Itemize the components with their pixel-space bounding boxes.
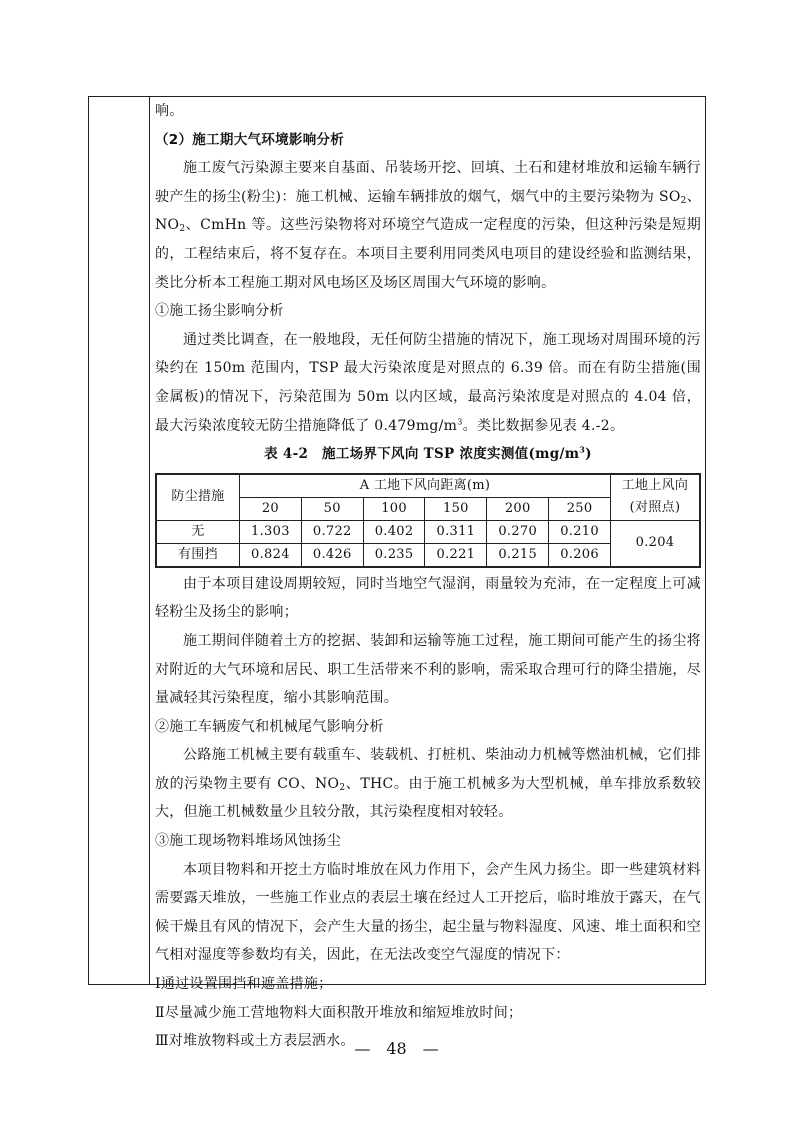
- value-cell: 0.235: [363, 543, 425, 567]
- subheading: ③施工现场物料堆场风蚀扬尘: [155, 833, 341, 850]
- value-cell: 0.426: [301, 543, 363, 567]
- value-cell: 0.210: [549, 520, 611, 543]
- text: 、THC。由于施工机械多为大型机械，单车排放系数较大，但施工机械数量少且较分散，其污染程度相对较轻。: [155, 775, 701, 821]
- text: 工地上风向: [621, 478, 689, 494]
- subscript: 2: [680, 195, 687, 206]
- header-upwind: [611, 474, 701, 521]
- distance-cell: 250: [549, 497, 611, 520]
- text: 、NO: [155, 188, 701, 234]
- control-value: 0.204: [611, 520, 701, 567]
- superscript: 3: [457, 416, 463, 426]
- header-measure: 防尘措施: [156, 474, 240, 521]
- value-cell: 0.402: [363, 520, 425, 543]
- distance-cell: 150: [425, 497, 487, 520]
- text-continuation: 响。: [155, 103, 184, 119]
- subscript: 2: [179, 224, 186, 235]
- table-caption: [155, 440, 701, 469]
- distance-cell: 100: [363, 497, 425, 520]
- text: 施工废气污染源主要来自基面、吊装场开挖、回填、土石和建材堆放和运输车辆行驶产生的扬尘(粉尘)：施工机械、运输车辆排放的烟气，烟气中的主要污染物为 SO: [155, 160, 701, 205]
- value-cell: 0.824: [240, 543, 302, 567]
- paragraph: 施工期间伴随着土方的挖据、装卸和运输等施工过程，施工期间可能产生的扬尘将对附近的大气环境和居民、职工生活带来不利的影响，需采取合理可行的降尘措施，尽量减轻其污染程度，缩小其影响范围。: [155, 632, 701, 707]
- measure-item: Ⅱ尽量减少施工营地物料大面积散开堆放和缩短堆放时间；: [155, 1004, 523, 1021]
- paragraph: [155, 741, 701, 827]
- text: 。类比数据参见表 4.-2。: [462, 417, 625, 434]
- value-cell: 1.303: [240, 520, 302, 543]
- value-cell: 0.311: [425, 520, 487, 543]
- text: (对照点): [629, 500, 681, 516]
- measure-item: Ⅲ对堆放物料或土方表层洒水。: [155, 1033, 355, 1050]
- distance-cell: 50: [301, 497, 363, 520]
- value-cell: 0.215: [487, 543, 549, 567]
- value-cell: 0.270: [487, 520, 549, 543]
- measure-item: Ⅰ通过设置围挡和遮盖措施；: [155, 976, 333, 993]
- paragraph: 由于本项目建设周期较短，同时当地空气湿润，雨量较为充沛，在一定程度上可减轻粉尘及扬尘的影响；: [155, 575, 701, 621]
- value-cell: 0.722: [301, 520, 363, 543]
- page-number: — 48 —: [354, 1039, 439, 1058]
- value-cell: 0.206: [549, 543, 611, 567]
- table-row: [156, 520, 700, 543]
- paragraph: 本项目物料和开挖土方临时堆放在风力作用下，会产生风力扬尘。即一些建筑材料需要露天堆放，一些施工作业点的表层土壤在经过人工开挖后，临时堆放于露天，在气候干燥且有风的情况下，会产生大量的扬尘，起尘量与物料湿度、风速、堆土面积和空气相对湿度等参数均有关，因此，在无法改变空气湿度的情况下：: [155, 861, 701, 964]
- text: ): [585, 446, 592, 463]
- subheading: ②施工车辆废气和机械尾气影响分析: [155, 718, 384, 735]
- text: 表 4-2 施工场界下风向 TSP 浓度实测值(mg/m: [264, 446, 580, 463]
- tsp-table: [155, 473, 701, 568]
- distance-cell: 20: [240, 497, 302, 520]
- text: 公路施工机械主要有载重车、装载机、打桩机、柴油动力机械等燃油机械，它们排放的污染物主要有 CO、NO: [155, 747, 701, 792]
- subheading: ①施工扬尘影响分析: [155, 303, 284, 320]
- content: [155, 97, 701, 1056]
- text: 、CmHn 等。这些污染物将对环境空气造成一定程度的污染，但这种污染是短期的，工程结束后，将不复存在。本项目主要利用同类风电项目的建设经验和监测结果，类比分析本工程施工期对风电场区及场区周围大气环境的影响。: [155, 217, 701, 291]
- row-label: 无: [156, 520, 240, 543]
- paragraph: [155, 154, 701, 297]
- column-divider: [149, 97, 150, 984]
- row-label: 有围挡: [156, 543, 240, 567]
- header-distance: A 工地下风向距离(m): [240, 474, 611, 498]
- text: 通过类比调查，在一般地段，无任何防尘措施的情况下，施工现场对周围环境的污染约在 150m 范围内，TSP 最大污染浓度是对照点的 6.39 倍。而在有防尘措施(围金属板)的情况下，污染范围为 50m 以内区域，最高污染浓度是对照点的 4.04 倍，最大污染浓度较无防尘措施降低了 0.479mg/m: [155, 331, 701, 434]
- section-heading: （2）施工期大气环境影响分析: [155, 131, 345, 148]
- value-cell: 0.221: [425, 543, 487, 567]
- paragraph: [155, 326, 701, 440]
- superscript: 3: [579, 444, 586, 455]
- distance-cell: 200: [487, 497, 549, 520]
- subscript: 2: [339, 782, 346, 793]
